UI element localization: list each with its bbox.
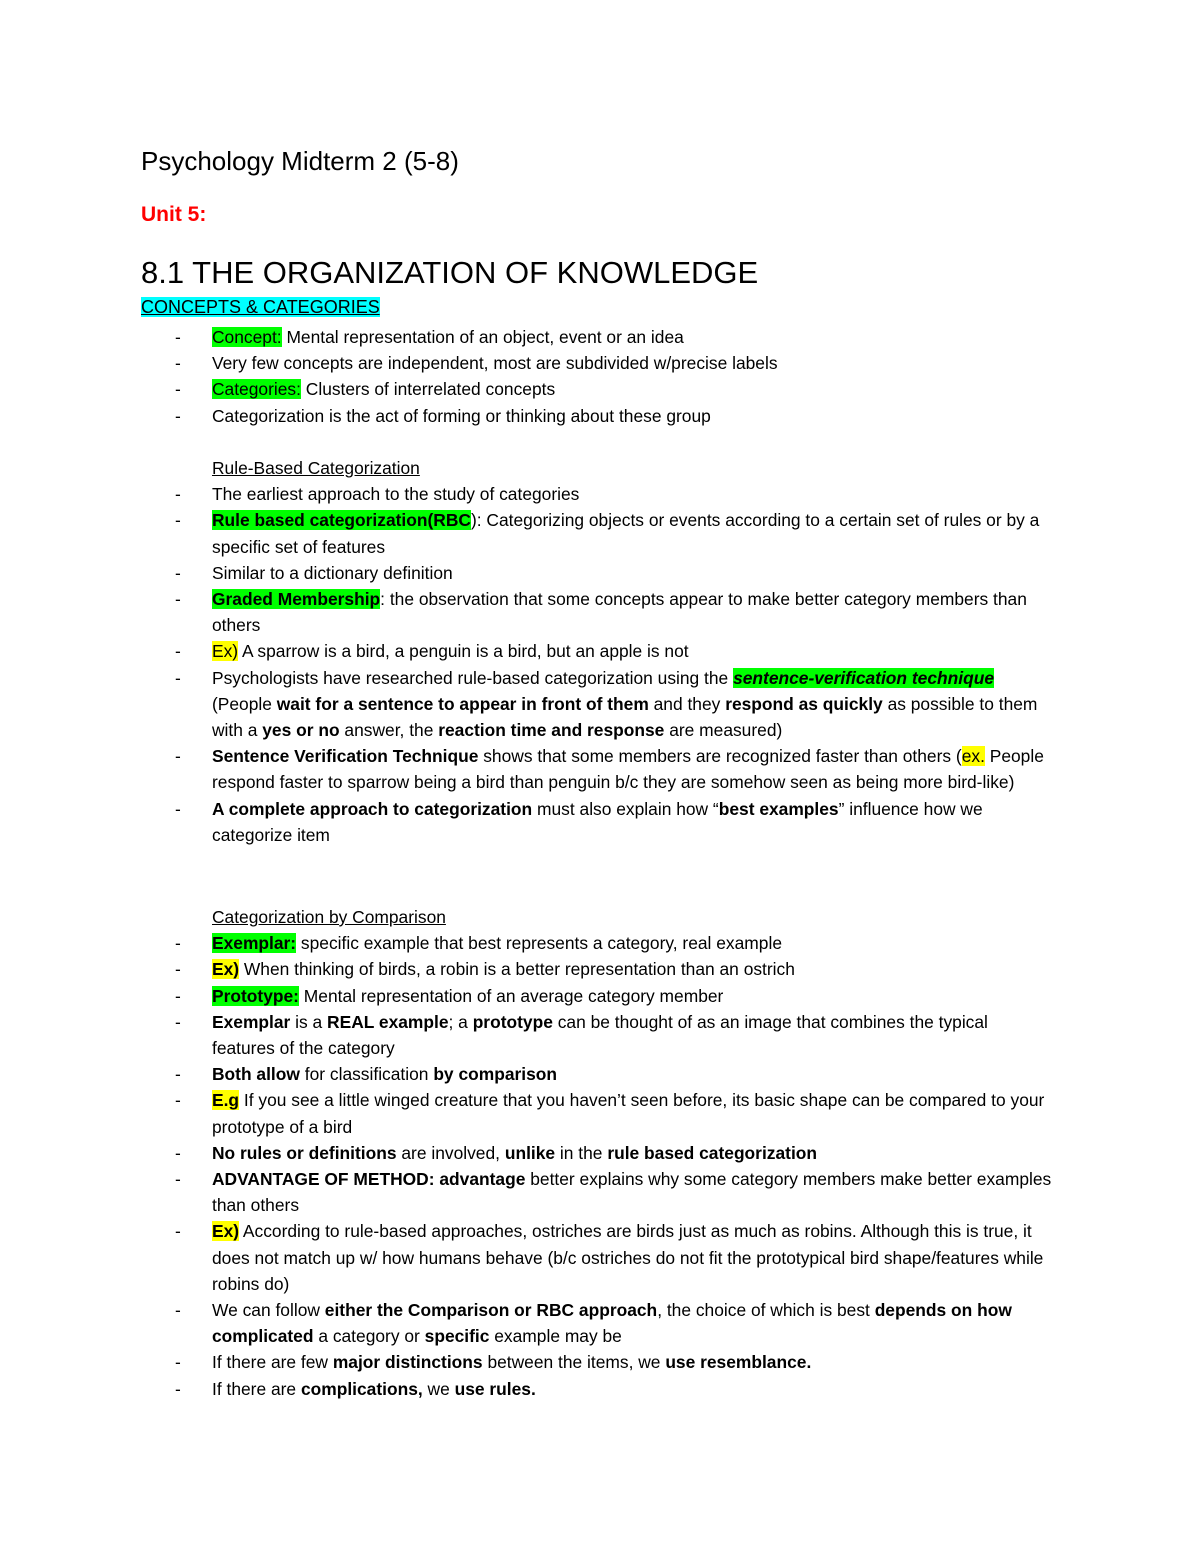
list-item: - Concept: Mental representation of an object, event or an idea (175, 327, 684, 347)
concepts-list (0, 324, 1200, 429)
list-item: - Ex) When thinking of birds, a robin is a better representation than an ostrich (175, 959, 795, 980)
document-title: Psychology Midterm 2 (5-8) (141, 146, 459, 176)
list-item: - Sentence Verification Technique shows that some members are recognized faster than others (ex. People respond faster to sparrow being a bird than penguin b/c they are somehow seen as being more bird-like) (175, 746, 1044, 793)
list-item: - Categories: Clusters of interrelated concepts (175, 379, 556, 400)
unit-label: Unit 5: (141, 203, 207, 226)
subsection-heading: Categorization by Comparison (212, 907, 446, 927)
list-item: - The earliest approach to the study of categories (175, 484, 580, 505)
list-item: - A complete approach to categorization must also explain how “best examples” influence how we categorize item (175, 798, 983, 845)
concepts-heading: CONCEPTS & CATEGORIES (141, 297, 380, 317)
list-item: - No rules or definitions are involved, unlike in the rule based categorization (175, 1142, 818, 1163)
list-item: - We can follow either the Comparison or RBC approach, the choice of which is best depends on how complicated a category or specific example may be (175, 1300, 1012, 1347)
list-item: - E.g If you see a little winged creature that you haven’t seen before, its basic shape can be compared to your prototype of a bird (175, 1090, 1045, 1137)
list-item: - Prototype: Mental representation of an average category member (175, 985, 724, 1006)
list-item: - Both allow for classification by comparison (175, 1064, 558, 1085)
list-item: - Exemplar is a REAL example; a prototype can be thought of as an image that combines the typical features of the category (175, 1011, 988, 1059)
rule-based-section (0, 455, 1200, 848)
section-heading: 8.1 THE ORGANIZATION OF KNOWLEDGE (141, 255, 759, 290)
list-item: - If there are complications, we use rules. (175, 1378, 536, 1399)
list-item: - Categorization is the act of forming or thinking about these group (175, 405, 711, 426)
list-item: - Graded Membership: the observation that some concepts appear to make better category members than others (175, 589, 1027, 636)
list-item: - Very few concepts are independent, most are subdivided w/precise labels (175, 353, 778, 374)
list-item: - Exemplar: specific example that best represents a category, real example (175, 933, 782, 954)
list-item: - ADVANTAGE OF METHOD: advantage better explains why some category members make better examples than others (175, 1169, 1052, 1216)
subsection-heading: Rule-Based Categorization (212, 458, 420, 478)
comparison-section (0, 904, 1200, 1402)
list-item: - Similar to a dictionary definition (175, 562, 453, 583)
list-item: - If there are few major distinctions between the items, we use resemblance. (175, 1352, 812, 1373)
list-item: - Ex) A sparrow is a bird, a penguin is a bird, but an apple is not (175, 641, 689, 662)
list-item: - Ex) According to rule-based approaches, ostriches are birds just as much as robins. Although this is true, it does not match up w/ how humans behave (b/c ostriches do not fit the prototypical bird shape/features while robins do) (175, 1221, 1044, 1294)
list-item: - Psychologists have researched rule-based categorization using the sentence-verification technique (People wait for a sentence to appear in front of them and they respond as quickly as possible to them with a yes or no answer, the reaction time and response are measured) (175, 667, 1038, 741)
list-item: - Rule based categorization(RBC): Categorizing objects or events according to a certain set of rules or by a specific set of features (175, 510, 1040, 557)
